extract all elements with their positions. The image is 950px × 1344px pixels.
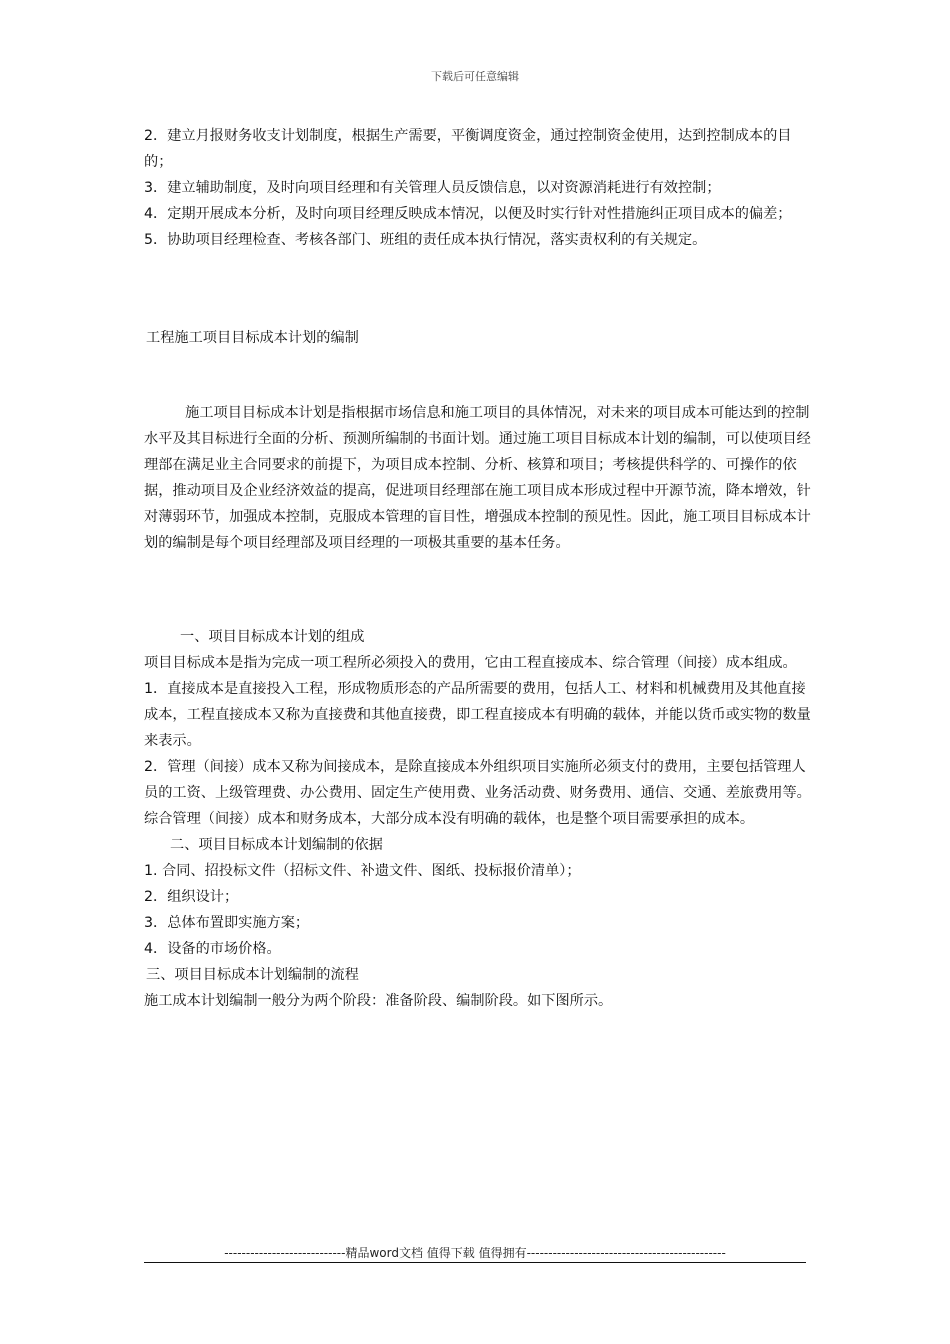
- section-heading: 三、项目目标成本计划编制的流程: [146, 967, 359, 983]
- intro-section: [144, 400, 814, 556]
- list-item: 2．建立月报财务收支计划制度，根据生产需要，平衡调度资金，通过控制资金使用，达到控制成本的目的；: [144, 128, 792, 170]
- section-heading: 一、项目目标成本计划的组成: [180, 629, 365, 645]
- body-paragraph: 项目目标成本是指为完成一项工程所必须投入的费用，它由工程直接成本、综合管理（间接）成本组成。: [144, 655, 797, 671]
- section-heading: 二、项目目标成本计划编制的依据: [170, 837, 383, 853]
- title-section: [144, 325, 814, 351]
- document-title: 工程施工项目目标成本计划的编制: [146, 330, 359, 346]
- list-item: 4．设备的市场价格。: [144, 941, 281, 957]
- body-paragraph: 2．管理（间接）成本又称为间接成本，是除直接成本外组织项目实施所必须支付的费用，主要包括管理人员的工资、上级管理费、办公费用、固定生产使用费、业务活动费、财务费用、通信、交通、差旅费用等。综合管理（间接）成本和财务成本，大部分成本没有明确的载体，也是整个项目需要承担的成本。: [144, 759, 811, 827]
- list-item: 3．建立辅助制度，及时向项目经理和有关管理人员反馈信息，以对资源消耗进行有效控制；: [144, 180, 721, 196]
- list-item: 3．总体布置即实施方案；: [144, 915, 310, 931]
- intro-paragraph: 施工项目目标成本计划是指根据市场信息和施工项目的具体情况，对未来的项目成本可能达到的控制水平及其目标进行全面的分析、预测所编制的书面计划。通过施工项目目标成本计划的编制，可以使项目经理部在满足业主合同要求的前提下，为项目成本控制、分析、核算和项目；考核提供科学的、可操作的依据，推动项目及企业经济效益的提高，促进项目经理部在施工项目成本形成过程中开源节流，降本增效，针对薄弱环节，加强成本控制，克服成本管理的盲目性，增强成本控制的预见性。因此，施工项目目标成本计划的编制是每个项目经理部及项目经理的一项极其重要的基本任务。: [144, 405, 811, 551]
- list-item: 4．定期开展成本分析，及时向项目经理反映成本情况，以便及时实行针对性措施纠正项目成本的偏差；: [144, 206, 792, 222]
- footer-divider: [144, 1262, 806, 1263]
- list-item: 1. 合同、招投标文件（招标文件、补遗文件、图纸、投标报价清单）；: [144, 863, 581, 879]
- body-paragraph: 施工成本计划编制一般分为两个阶段：准备阶段、编制阶段。如下图所示。: [144, 993, 613, 1009]
- page-footer-text: ----------------------------精品word文档 值得下载 值得拥有----------------------------------------------: [224, 1246, 726, 1260]
- body-sections: [144, 624, 814, 1014]
- body-paragraph: 1．直接成本是直接投入工程，形成物质形态的产品所需要的费用，包括人工、材料和机械费用及其他直接成本，工程直接成本又称为直接费和其他直接费，即工程直接成本有明确的载体，并能以货币或实物的数量来表示。: [144, 681, 811, 749]
- list-item: 2．组织设计；: [144, 889, 239, 905]
- responsibility-list: [144, 123, 814, 253]
- list-item: 5．协助项目经理检查、考核各部门、班组的责任成本执行情况，落实责权利的有关规定。: [144, 232, 707, 248]
- page-header-note: 下载后可任意编辑: [431, 70, 519, 83]
